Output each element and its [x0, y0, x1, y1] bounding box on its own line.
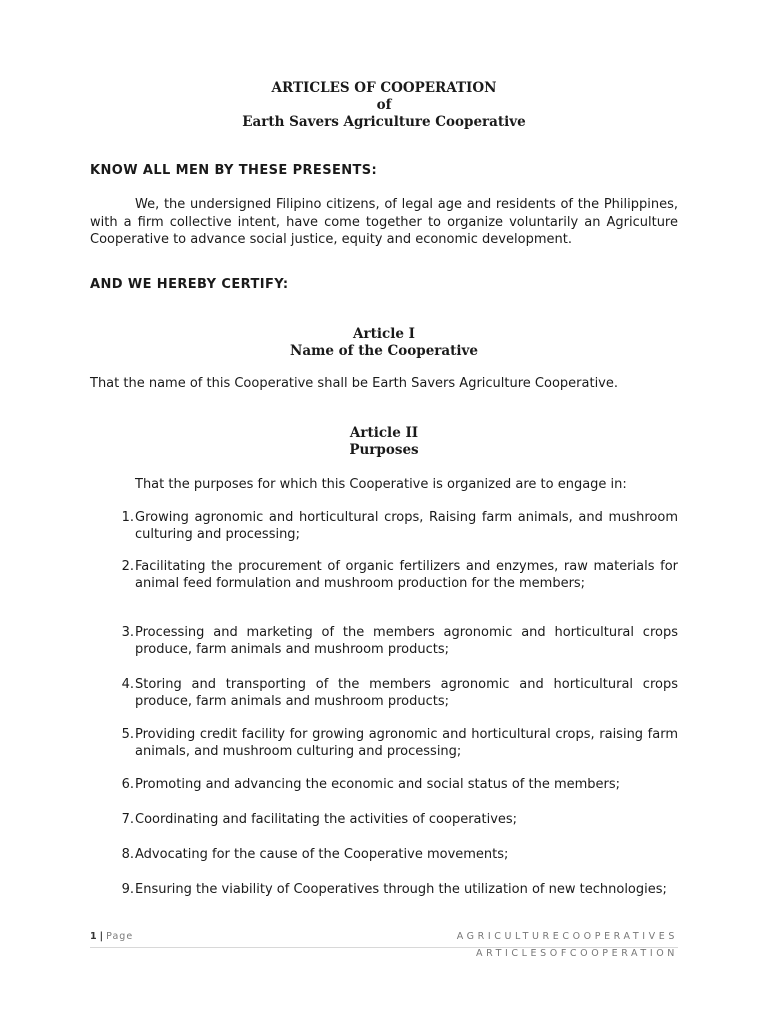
purpose-item-number: 9.: [121, 882, 134, 897]
purpose-item-text: Providing credit facility for growing agronomic and horticultural crops, raising farm animals, and mushroom culturing and processing;: [135, 727, 678, 759]
purpose-item-number: 7.: [121, 812, 134, 827]
footer-running-header-2: ARTICLESOFCOOPERATION: [476, 948, 678, 959]
purpose-item-number: 2.: [121, 559, 134, 574]
article-1-number: Article I: [353, 326, 415, 342]
purpose-item-text: Processing and marketing of the members agronomic and horticultural crops produce, farm animals and mushroom products;: [135, 625, 678, 657]
document-title: ARTICLES OF COOPERATION: [271, 80, 497, 96]
footer-running-header-1: AGRICULTURECOOPERATIVES: [456, 931, 678, 942]
document-title-of: of: [376, 97, 392, 113]
footer-page-number: [90, 931, 133, 942]
preamble-heading: KNOW ALL MEN BY THESE PRESENTS:: [90, 163, 378, 178]
purpose-item-number: 6.: [121, 777, 134, 792]
cooperative-name-title: Earth Savers Agriculture Cooperative: [242, 114, 526, 130]
purpose-item-text: Promoting and advancing the economic and social status of the members;: [135, 777, 621, 792]
purpose-item-number: 3.: [121, 625, 134, 640]
preamble-paragraph: We, the undersigned Filipino citizens, of legal age and residents of the Philippines, with a firm collective intent, have come together to organize voluntarily an Agriculture Cooperative to advance social justice, equity and economic development.: [90, 197, 678, 247]
purpose-item-number: 8.: [121, 847, 134, 862]
article-1-body: That the name of this Cooperative shall be Earth Savers Agriculture Cooperative.: [90, 376, 619, 391]
purpose-item-number: 4.: [121, 677, 134, 692]
page-label: Page: [106, 931, 134, 942]
page-number: 1: [90, 931, 97, 942]
article-2-number: Article II: [349, 425, 419, 441]
purpose-item-text: Coordinating and facilitating the activities of cooperatives;: [135, 812, 518, 827]
purpose-item-text: Advocating for the cause of the Cooperative movements;: [135, 847, 509, 862]
article-2-intro: That the purposes for which this Cooperative is organized are to engage in:: [135, 477, 627, 492]
certify-heading: AND WE HEREBY CERTIFY:: [90, 277, 289, 292]
purpose-item-text: Ensuring the viability of Cooperatives through the utilization of new technologies;: [135, 882, 667, 897]
purpose-item-number: 1.: [121, 510, 134, 525]
purpose-item-text: Facilitating the procurement of organic fertilizers and enzymes, raw materials for animal feed formulation and mushroom production for the members;: [135, 559, 678, 591]
purpose-item-text: Growing agronomic and horticultural crops, Raising farm animals, and mushroom culturing and processing;: [135, 510, 678, 542]
article-1-title: Name of the Cooperative: [290, 343, 478, 359]
purpose-item-number: 5.: [121, 727, 134, 742]
purpose-item-text: Storing and transporting of the members agronomic and horticultural crops produce, farm animals and mushroom products;: [135, 677, 678, 709]
page-separator: |: [99, 931, 104, 942]
article-2-title: Purposes: [349, 442, 419, 458]
